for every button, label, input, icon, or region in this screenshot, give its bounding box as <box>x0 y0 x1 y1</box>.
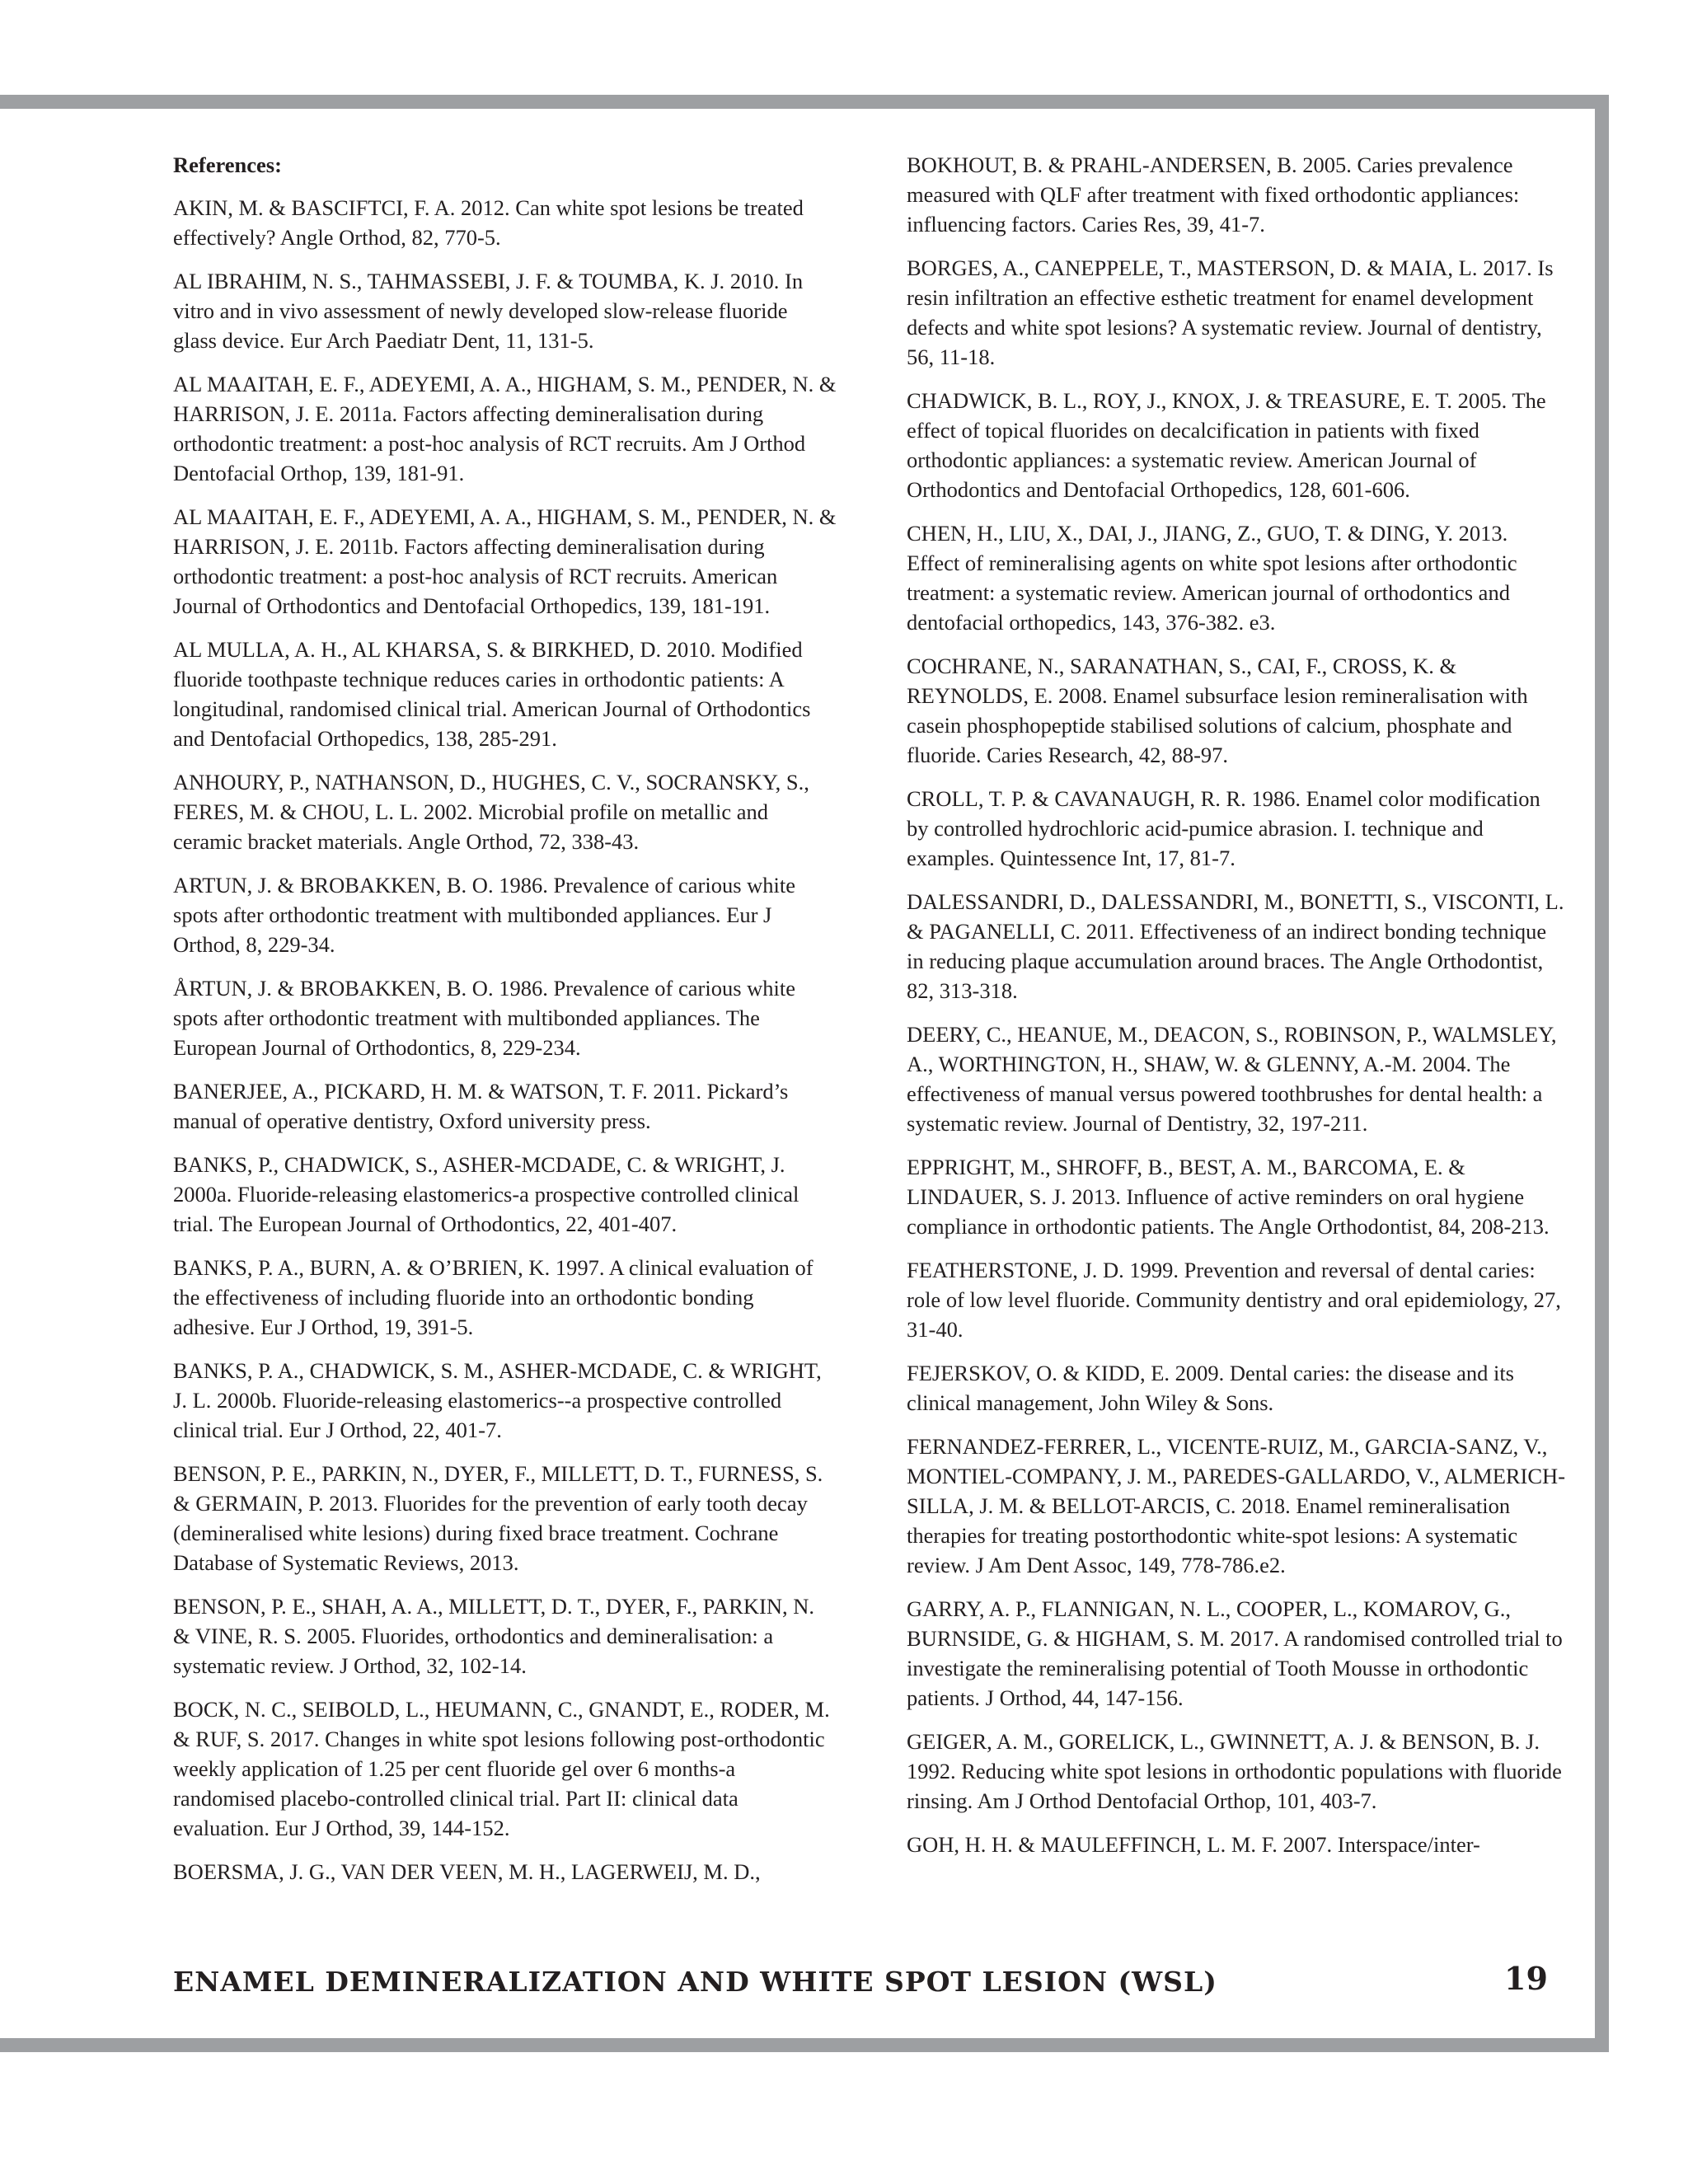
reference-entry: COCHRANE, N., SARANATHAN, S., CAI, F., CROSS, K. & REYNOLDS, E. 2008. Enamel subsurface lesion remineralisation with casein phosphopeptide stabilised solutions of calcium, phosphate and fluoride. Caries Research, 42, 88-97. <box>907 654 1528 767</box>
reference-entry: BENSON, P. E., PARKIN, N., DYER, F., MILLETT, D. T., FURNESS, S. & GERMAIN, P. 2013. Fluorides for the prevention of early tooth decay (demineralised white lesions) during fixed brace treatment. Cochrane Database of Systematic Reviews, 2013. <box>173 1461 823 1575</box>
page-border-top <box>0 95 1609 109</box>
reference-entry: BOKHOUT, B. & PRAHL-ANDERSEN, B. 2005. Caries prevalence measured with QLF after treatment with fixed orthodontic appliances: influencing factors. Caries Res, 39, 41-7. <box>907 152 1520 237</box>
reference-entry: EPPRIGHT, M., SHROFF, B., BEST, A. M., BARCOMA, E. & LINDAUER, S. J. 2013. Influence of active reminders on oral hygiene compliance in orthodontic patients. The Angle Orthodontist, 84, 208-213. <box>907 1155 1550 1239</box>
reference-entry: DEERY, C., HEANUE, M., DEACON, S., ROBINSON, P., WALMSLEY, A., WORTHINGTON, H., SHAW, W. & GLENNY, A.-M. 2004. The effectiveness of manual versus powered toothbrushes for dental health: a systematic review. Journal of Dentistry, 32, 197-211. <box>907 1022 1557 1136</box>
reference-entry: ÅRTUN, J. & BROBAKKEN, B. O. 1986. Prevalence of carious white spots after orthodontic treatment with multibonded appliances. The European Journal of Orthodontics, 8, 229-234. <box>173 976 796 1060</box>
references-heading: References: <box>173 152 282 177</box>
reference-entry: GOH, H. H. & MAULEFFINCH, L. M. F. 2007. Interspace/inter- <box>907 1832 1480 1857</box>
reference-entry: ANHOURY, P., NATHANSON, D., HUGHES, C. V., SOCRANSKY, S., FERES, M. & CHOU, L. L. 2002. Microbial profile on metallic and ceramic bracket materials. Angle Orthod, 72, 338-43. <box>173 770 809 854</box>
reference-entry: AL MAAITAH, E. F., ADEYEMI, A. A., HIGHAM, S. M., PENDER, N. & HARRISON, J. E. 2011b. Factors affecting demineralisation during orthodontic treatment: a post-hoc analysis of RCT recruits. American Journal of Orthodontics and Dentofacial Orthopedics, 139, 181-191. <box>173 504 837 618</box>
running-footer-title: ENAMEL DEMINERALIZATION AND WHITE SPOT LESION (WSL) <box>173 1966 1217 1998</box>
references-column-left <box>173 150 837 1900</box>
reference-entry: BANKS, P. A., BURN, A. & O’BRIEN, K. 1997. A clinical evaluation of the effectiveness of including fluoride into an orthodontic bonding adhesive. Eur J Orthod, 19, 391-5. <box>173 1255 814 1339</box>
references-column-right <box>907 150 1566 1873</box>
reference-entry: BORGES, A., CANEPPELE, T., MASTERSON, D. & MAIA, L. 2017. Is resin infiltration an effective esthetic treatment for enamel development defects and white spot lesions? A systematic review. Journal of dentistry, 56, 11-18. <box>907 255 1554 369</box>
reference-entry: GARRY, A. P., FLANNIGAN, N. L., COOPER, L., KOMAROV, G., BURNSIDE, G. & HIGHAM, S. M. 2017. A randomised controlled trial to investigate the remineralising potential of Tooth Mousse in orthodontic patients. J Orthod, 44, 147-156. <box>907 1596 1563 1710</box>
reference-entry: GEIGER, A. M., GORELICK, L., GWINNETT, A. J. & BENSON, B. J. 1992. Reducing white spot lesions in orthodontic populations with fluoride rinsing. Am J Orthod Dentofacial Orthop, 101, 403-7. <box>907 1729 1562 1813</box>
reference-entry: BANERJEE, A., PICKARD, H. M. & WATSON, T. F. 2011. Pickard’s manual of operative dentistry, Oxford university press. <box>173 1079 789 1133</box>
reference-entry: BANKS, P. A., CHADWICK, S. M., ASHER-MCDADE, C. & WRIGHT, J. L. 2000b. Fluoride-releasing elastomerics--a prospective controlled clinical trial. Eur J Orthod, 22, 401-7. <box>173 1358 822 1442</box>
page-number: 19 <box>1504 1960 1548 1997</box>
reference-entry: FEATHERSTONE, J. D. 1999. Prevention and reversal of dental caries: role of low level fluoride. Community dentistry and oral epidemiology, 27, 31-40. <box>907 1258 1561 1342</box>
page-border-right <box>1595 95 1609 2052</box>
reference-entry: BENSON, P. E., SHAH, A. A., MILLETT, D. T., DYER, F., PARKIN, N. & VINE, R. S. 2005. Fluorides, orthodontics and demineralisation: a systematic review. J Orthod, 32, 102-14. <box>173 1594 814 1678</box>
reference-entry: BOERSMA, J. G., VAN DER VEEN, M. H., LAGERWEIJ, M. D., <box>173 1859 761 1884</box>
reference-entry: BANKS, P., CHADWICK, S., ASHER-MCDADE, C. & WRIGHT, J. 2000a. Fluoride-releasing elastomerics-a prospective controlled clinical trial. The European Journal of Orthodontics, 22, 401-407. <box>173 1152 799 1236</box>
reference-entry: FEJERSKOV, O. & KIDD, E. 2009. Dental caries: the disease and its clinical management, John Wiley & Sons. <box>907 1361 1514 1415</box>
reference-entry: CHADWICK, B. L., ROY, J., KNOX, J. & TREASURE, E. T. 2005. The effect of topical fluorides on decalcification in patients with fixed orthodontic appliances: a systematic review. American Journal of Orthodontics and Dentofacial Orthopedics, 128, 601-606. <box>907 388 1546 502</box>
reference-entry: AL IBRAHIM, N. S., TAHMASSEBI, J. F. & TOUMBA, K. J. 2010. In vitro and in vivo assessment of newly developed slow-release fluoride glass device. Eur Arch Paediatr Dent, 11, 131-5. <box>173 269 804 353</box>
reference-entry: AL MAAITAH, E. F., ADEYEMI, A. A., HIGHAM, S. M., PENDER, N. & HARRISON, J. E. 2011a. Factors affecting demineralisation during orthodontic treatment: a post-hoc analysis of RCT recruits. Am J Orthod Dentofacial Orthop, 139, 181-91. <box>173 372 837 485</box>
reference-entry: CROLL, T. P. & CAVANAUGH, R. R. 1986. Enamel color modification by controlled hydrochloric acid-pumice abrasion. I. technique and examples. Quintessence Int, 17, 81-7. <box>907 786 1540 870</box>
page-border-bottom <box>0 2038 1609 2052</box>
reference-entry: DALESSANDRI, D., DALESSANDRI, M., BONETTI, S., VISCONTI, L. & PAGANELLI, C. 2011. Effectiveness of an indirect bonding technique in reducing plaque accumulation around braces. The Angle Orthodontist, 82, 313-318. <box>907 889 1564 1003</box>
reference-entry: BOCK, N. C., SEIBOLD, L., HEUMANN, C., GNANDT, E., RODER, M. & RUF, S. 2017. Changes in white spot lesions following post-orthodontic weekly application of 1.25 per cent fluoride gel over 6 months-a randomised placebo-controlled clinical trial. Part II: clinical data evaluation. Eur J Orthod, 39, 144-152. <box>173 1697 830 1840</box>
reference-entry: FERNANDEZ-FERRER, L., VICENTE-RUIZ, M., GARCIA-SANZ, V., MONTIEL-COMPANY, J. M., PAREDES-GALLARDO, V., ALMERICH-SILLA, J. M. & BELLOT-ARCIS, C. 2018. Enamel remineralisation therapies for treating postorthodontic white-spot lesions: A systematic review. J Am Dent Assoc, 149, 778-786.e2. <box>907 1434 1566 1577</box>
reference-entry: AL MULLA, A. H., AL KHARSA, S. & BIRKHED, D. 2010. Modified fluoride toothpaste technique reduces caries in orthodontic patients: A longitudinal, randomised clinical trial. American Journal of Orthodontics and Dentofacial Orthopedics, 138, 285-291. <box>173 637 811 751</box>
reference-entry: ARTUN, J. & BROBAKKEN, B. O. 1986. Prevalence of carious white spots after orthodontic treatment with multibonded appliances. Eur J Orthod, 8, 229-34. <box>173 873 796 957</box>
reference-entry: CHEN, H., LIU, X., DAI, J., JIANG, Z., GUO, T. & DING, Y. 2013. Effect of remineralising agents on white spot lesions after orthodontic treatment: a systematic review. American journal of orthodontics and dentofacial orthopedics, 143, 376-382. e3. <box>907 521 1517 635</box>
reference-entry: AKIN, M. & BASCIFTCI, F. A. 2012. Can white spot lesions be treated effectively? Angle Orthod, 82, 770-5. <box>173 195 804 250</box>
